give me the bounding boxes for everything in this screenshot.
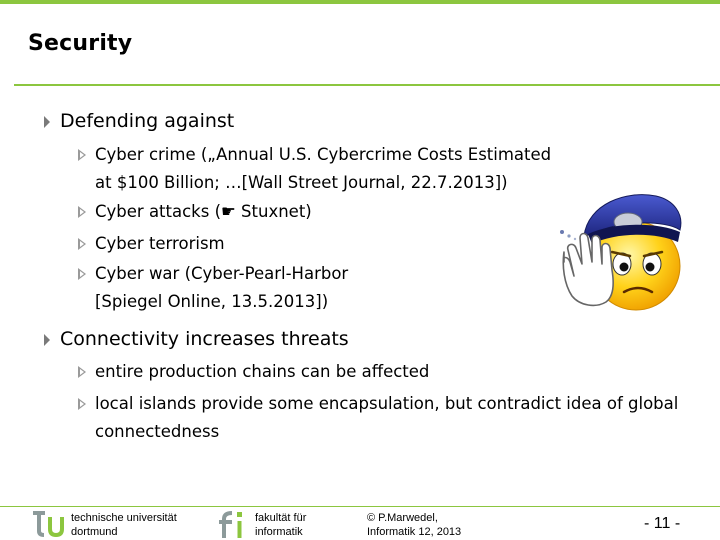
page-number: - 11 - [644, 515, 681, 532]
top-accent-bar [0, 0, 720, 4]
slide-title: Security [28, 31, 133, 56]
bullet-marker-icon [44, 334, 50, 346]
police-smiley-stop-hand-icon [548, 178, 688, 328]
sub-bullet-marker-icon [78, 366, 86, 378]
footer-university: technische universität dortmund [71, 512, 177, 538]
footer-faculty: fakultät für informatik [255, 512, 307, 538]
bullet-marker-icon [44, 116, 50, 128]
sub-bullet-marker-icon [78, 268, 86, 280]
fi-logo-icon [216, 509, 250, 539]
title-divider [14, 84, 720, 86]
sub-bullet-marker-icon [78, 238, 86, 250]
sub-bullet-marker-icon [78, 149, 86, 161]
footer-copyright: © P.Marwedel, Informatik 12, 2013 [367, 512, 462, 538]
sub-bullet-marker-icon [78, 206, 86, 218]
sub-bullet-marker-icon [78, 398, 86, 410]
tu-logo-icon [30, 509, 68, 539]
footer-divider [0, 506, 720, 507]
